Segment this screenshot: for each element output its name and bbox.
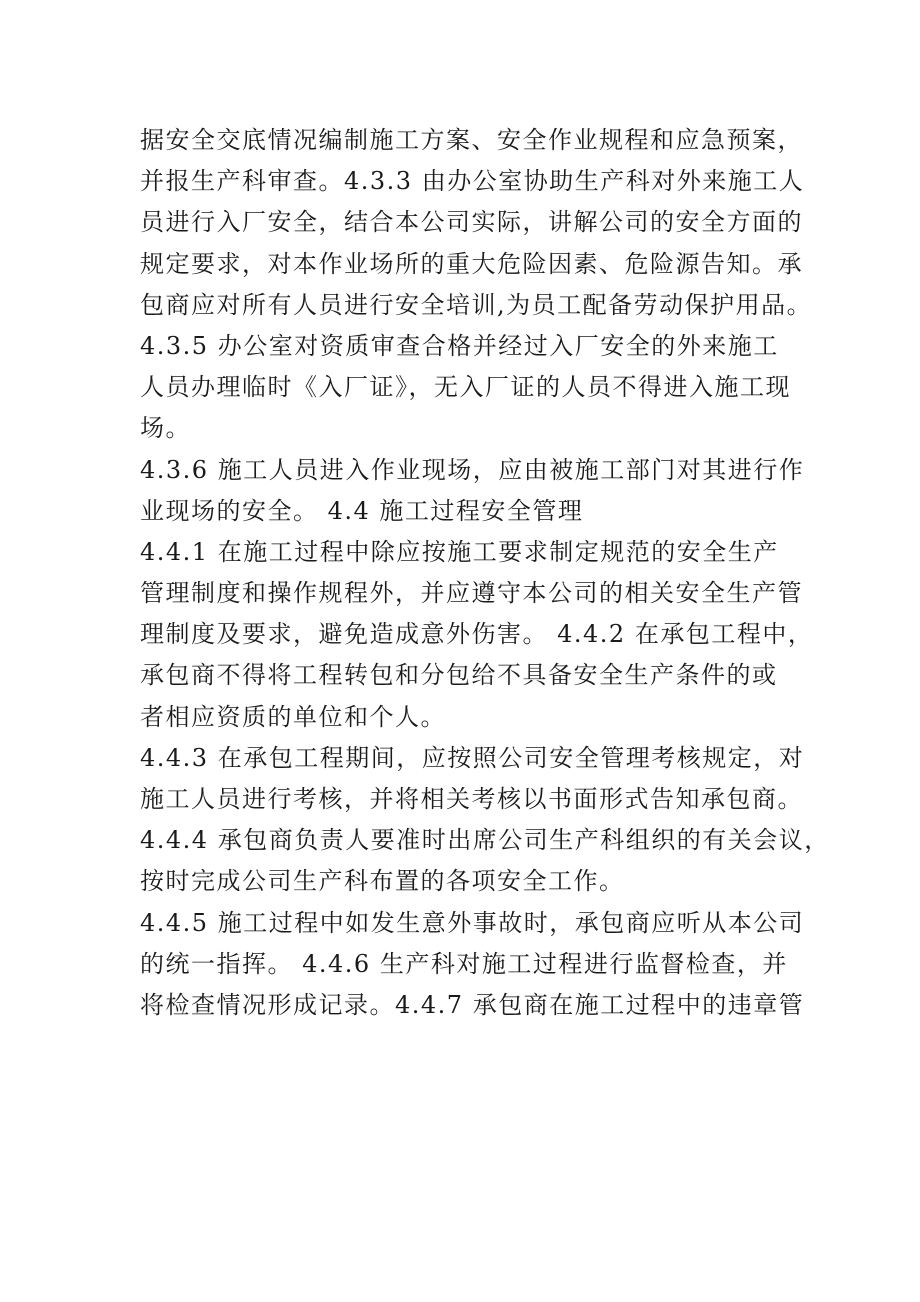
- text-line: 员进行入厂安全，结合本公司实际，讲解公司的安全方面的: [140, 208, 803, 237]
- text-line: 规定要求，对本作业场所的重大危险因素、危险源告知。承: [140, 249, 803, 278]
- text-line: 按时完成公司生产科布置的各项安全工作。: [140, 867, 625, 896]
- text-line: 承包商不得将工程转包和分包给不具备安全生产条件的或: [140, 661, 778, 690]
- text-line: 的统一指挥。 4.4.6 生产科对施工过程进行监督检查，并: [140, 949, 788, 978]
- text-line: 4.4.4 承包商负责人要准时出席公司生产科组织的有关会议，: [140, 826, 830, 855]
- text-line: 管理制度和操作规程外，并应遵守本公司的相关安全生产管: [140, 579, 803, 608]
- text-line: 4.4.5 施工过程中如发生意外事故时，承包商应听从本公司: [140, 908, 805, 937]
- text-line: 者相应资质的单位和个人。: [140, 702, 446, 731]
- text-line: 4.3.6 施工人员进入作业现场，应由被施工部门对其进行作: [140, 455, 805, 484]
- body-text: [140, 120, 830, 1026]
- text-line: 4.4.3 在承包工程期间，应按照公司安全管理考核规定，对: [140, 743, 805, 772]
- text-line: 并报生产科审查。4.3.3 由办公室协助生产科对外来施工人: [140, 167, 805, 196]
- text-line: 业现场的安全。 4.4 施工过程安全管理: [140, 496, 584, 525]
- text-line: 理制度及要求，避免造成意外伤害。 4.4.2 在承包工程中，: [140, 620, 814, 649]
- text-line: 4.4.1 在施工过程中除应按施工要求制定规范的安全生产: [140, 537, 779, 566]
- text-line: 据安全交底情况编制施工方案、安全作业规程和应急预案，: [140, 126, 803, 154]
- text-line: 人员办理临时《入厂证》，无入厂证的人员不得进入施工现: [140, 373, 791, 402]
- text-line: 场。: [140, 414, 191, 443]
- text-line: 4.3.5 办公室对资质审查合格并经过入厂安全的外来施工: [140, 331, 779, 360]
- text-line: 将检查情况形成记录。4.4.7 承包商在施工过程中的违章管: [140, 990, 805, 1019]
- text-line: 施工人员进行考核，并将相关考核以书面形式告知承包商。: [140, 785, 803, 813]
- text-line: 包商应对所有人员进行安全培训,为员工配备劳动保护用品。: [140, 290, 813, 319]
